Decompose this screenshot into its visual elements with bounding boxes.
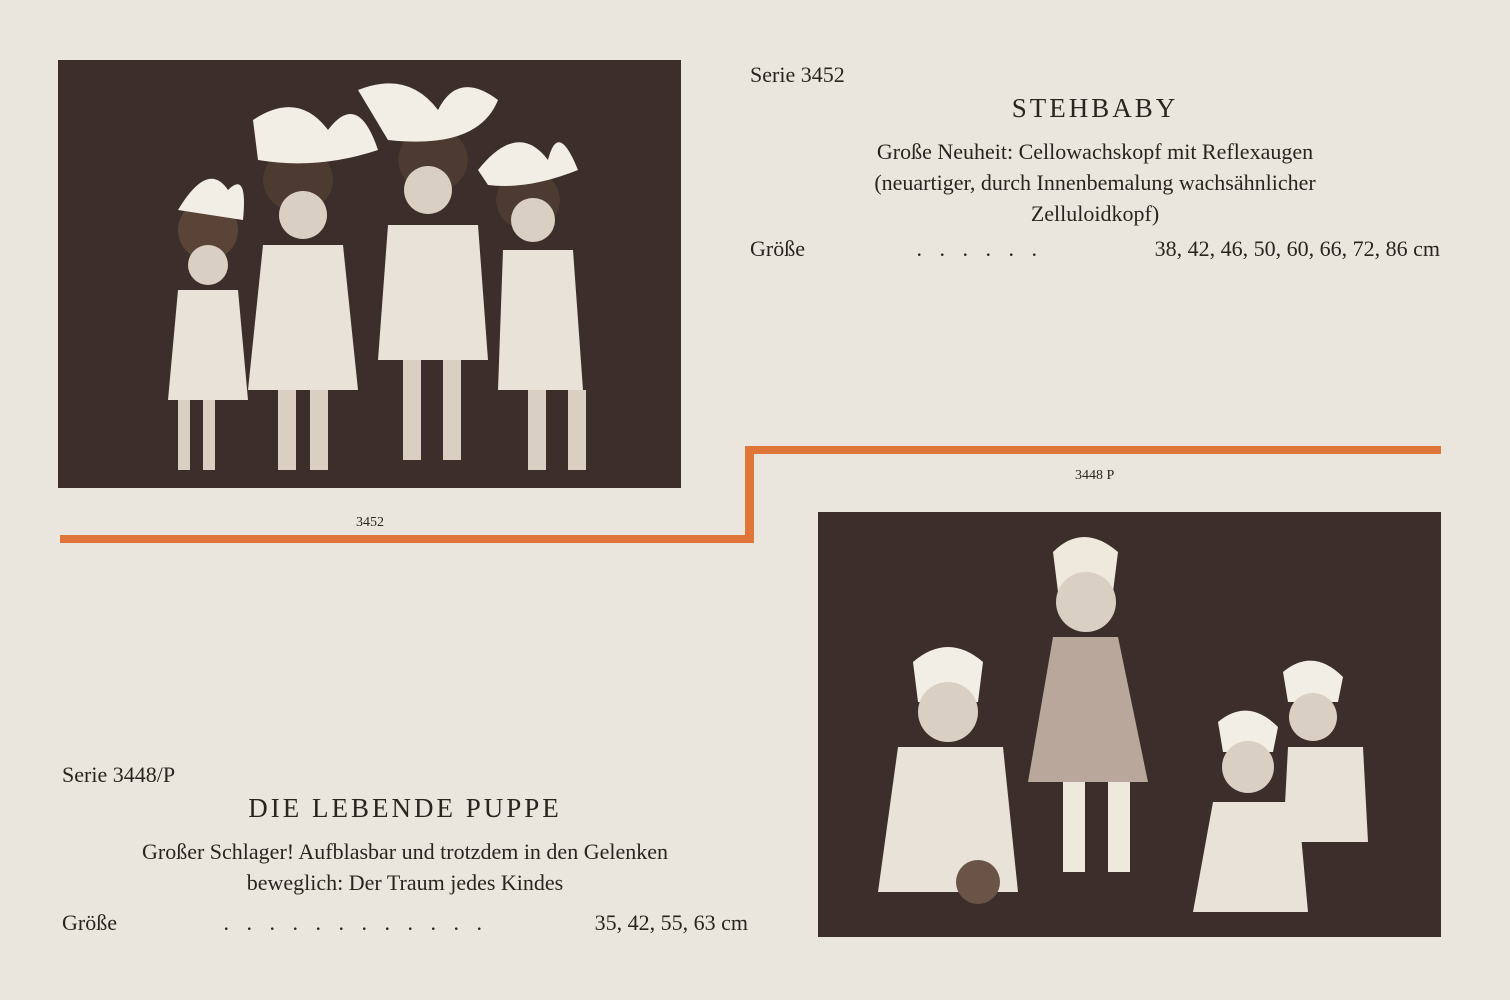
desc-line: Große Neuheit: Cellowachskopf mit Reflexaugen: [876, 139, 1314, 164]
size-values: 35, 42, 55, 63 cm: [594, 910, 748, 935]
size-dots: . . . . . .: [916, 236, 1044, 261]
desc-lebende-puppe: [62, 836, 748, 898]
size-dots: . . . . . . . . . . . .: [223, 910, 489, 935]
title-stehbaby: STEHBABY: [1011, 93, 1179, 123]
desc-stehbaby: [790, 136, 1400, 229]
size-row-stehbaby: [750, 236, 1440, 262]
photo-lebende-puppe: [818, 512, 1441, 937]
size-label: Größe: [750, 236, 805, 261]
divider-step: [745, 446, 754, 543]
dolls-illustration: [818, 512, 1441, 937]
desc-line: beweglich: Der Traum jedes Kindes: [246, 870, 564, 895]
desc-line: (neuartiger, durch Innenbemalung wachsähnlicher: [874, 170, 1316, 195]
desc-line: Zelluloidkopf): [1030, 201, 1160, 226]
photo-stehbaby: [58, 60, 681, 488]
serie-3448p: Serie 3448/P: [62, 762, 176, 787]
size-row-lebende-puppe: [62, 910, 748, 936]
title-lebende-puppe: DIE LEBENDE PUPPE: [248, 793, 562, 823]
dolls-illustration: [58, 60, 681, 488]
caption-3452: 3452: [356, 515, 384, 530]
caption-3448p: 3448 P: [1075, 468, 1115, 483]
serie-3452: Serie 3452: [750, 62, 845, 87]
divider-right: [745, 446, 1441, 454]
desc-line: Großer Schlager! Aufblasbar und trotzdem in den Gelenken: [142, 839, 668, 864]
divider-left: [60, 535, 754, 543]
size-label: Größe: [62, 910, 117, 935]
size-values: 38, 42, 46, 50, 60, 66, 72, 86 cm: [1154, 236, 1440, 261]
